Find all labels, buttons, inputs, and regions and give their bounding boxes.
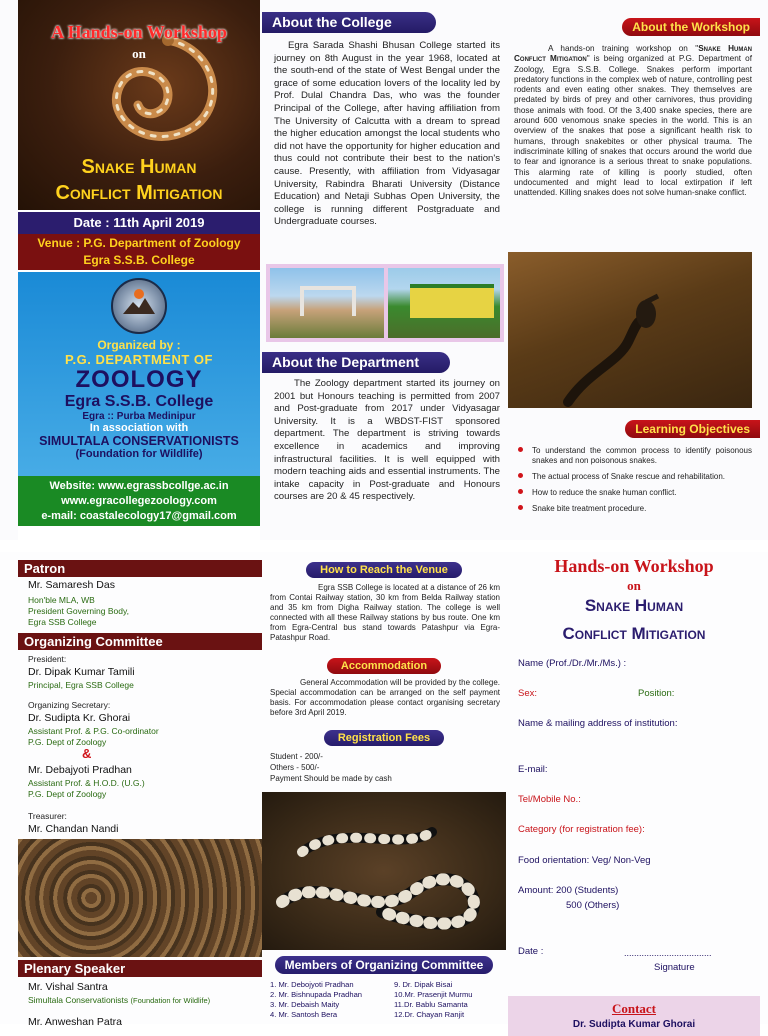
secretary-name: Dr. Sudipta Kr. Ghorai [28, 712, 131, 724]
website-link-1[interactable]: Website: www.egrassbcollge.ac.in [49, 480, 229, 492]
speaker1-role-main: Simultala Conservationists [28, 995, 129, 1005]
patron-name: Mr. Samaresh Das [28, 579, 115, 591]
college-emblem [111, 278, 167, 334]
college-building-photo [388, 268, 500, 338]
krait-illustration [262, 792, 506, 950]
secretary2-role1: Assistant Prof. & H.O.D. (U.G.) [28, 778, 145, 788]
email-link[interactable]: e-mail: coastalecology17@gmail.com [41, 510, 237, 522]
form-sex-field[interactable]: Sex: [518, 688, 538, 699]
patron-line2: President Governing Body, [28, 606, 129, 616]
about-workshop-heading: About the Workshop [622, 18, 760, 36]
form-name-field[interactable]: Name (Prof./Dr./Mr./Ms.) : [518, 658, 627, 669]
about-college-heading: About the College [262, 12, 436, 33]
college-gate-photo [270, 268, 384, 338]
member-item: 9. Dr. Dipak Bisai [394, 980, 453, 989]
secretary-role1: Assistant Prof. & P.G. Co-ordinator [28, 726, 159, 736]
members-heading: Members of Organizing Committee [275, 956, 494, 974]
fees-line2: Others - 500/- [270, 763, 320, 772]
college-name: Egra S.S.B. College [64, 393, 214, 410]
form-amount-field[interactable]: Amount: 200 (Students) [518, 885, 619, 896]
objective-item: Snake bite treatment procedure. [516, 504, 752, 514]
contact-box [508, 996, 760, 1036]
speaker1-name: Mr. Vishal Santra [28, 981, 108, 993]
president-label: President: [28, 654, 67, 664]
form-date-field[interactable]: Date : [518, 946, 544, 957]
form-signature-label: Signature [654, 962, 695, 973]
dept-line2: ZOOLOGY [75, 366, 203, 393]
committee-panel [18, 552, 262, 1028]
organizing-heading: Organizing Committee [18, 633, 262, 650]
dept-line1: P.G. DEPARTMENT OF [65, 352, 213, 367]
president-name: Dr. Dipak Kumar Tamili [28, 666, 135, 678]
accommodation-heading: Accommodation [327, 658, 441, 674]
cover-subject-line1: Snake Human [81, 156, 197, 178]
viper-photo [18, 839, 262, 957]
cover-venue [18, 234, 260, 270]
patron-line3: Egra SSB College [28, 617, 97, 627]
association-label: In association with [89, 422, 189, 434]
member-item: 10.Mr. Prasenjit Murmu [394, 990, 473, 999]
workshop-text-title: Snake Human Conflict Mitigation [514, 44, 752, 64]
form-food-field[interactable]: Food orientation: Veg/ Non-Veg [518, 855, 651, 866]
cover-photo [18, 0, 260, 210]
member-item: 2. Mr. Bishnupada Pradhan [270, 990, 363, 999]
form-title-on: on [627, 578, 641, 593]
form-signature-line: ................................... [624, 948, 712, 958]
speaker1-role [28, 995, 210, 1005]
form-title: Hands-on Workshop [554, 556, 714, 576]
college-place: Egra :: Purba Medinipur [82, 411, 196, 422]
patron-heading: Patron [18, 560, 262, 577]
fees-heading: Registration Fees [324, 730, 444, 746]
form-category-field[interactable]: Category (for registration fee): [518, 824, 645, 835]
website-link-2[interactable]: www.egracollegezoology.com [61, 495, 217, 507]
member-item: 11.Dr. Bablu Samanta [394, 1000, 468, 1009]
plenary-heading: Plenary Speaker [18, 960, 262, 977]
accommodation-text: General Accommodation will be provided by the college. Special accommodation can be arranged on the self payment basis. For accommodation please contact organising secretary before 3rd April 2019. [270, 678, 500, 717]
workshop-text-pre: A hands-on training workshop on " [548, 44, 699, 53]
secretary-label: Organizing Secretary: [28, 700, 111, 710]
cobra-photo [508, 252, 752, 408]
registration-panel [508, 552, 760, 1030]
patron-line1: Hon'ble MLA, WB [28, 595, 95, 605]
cover-panel [18, 0, 260, 540]
form-subject-line2: Conflict Mitigation [562, 624, 706, 643]
partner-sub: (Foundation for Wildlife) [75, 448, 203, 460]
treasurer-name: Mr. Chandan Nandi [28, 823, 119, 835]
form-subject-line1: Snake Human [584, 596, 684, 615]
form-position-field[interactable]: Position: [638, 688, 675, 699]
cover-title: A Hands-on Workshop [51, 22, 227, 42]
brochure-inside [0, 552, 768, 1030]
workshop-panel [508, 0, 760, 540]
form-email-field[interactable]: E-mail: [518, 764, 548, 775]
contact-strip [18, 476, 260, 526]
member-item: 12.Dr. Chayan Ranjit [394, 1010, 465, 1019]
form-tel-field[interactable]: Tel/Mobile No.: [518, 794, 581, 805]
members-left [270, 980, 390, 1020]
organized-by-label: Organized by : [97, 338, 181, 352]
workshop-text-post: " is being organized at P.G. Department of Zoology, Egra S.S.B. College. Snakes perform important predatory functions in the complex web of nature, controlling pest rodents and even eating other snakes. They themselves are predated by birds of prey and other carnivores, thus providing those animals with food. Of the 3,400 snake species, there are around 600 venomous snake species in the world. This is an overview of the snakes that pose a significant health risk to humans, through snakebites or other physical trauma. The indiscriminate killing of snakes that occurs around the world due to fear and ignorance is a serious threat to snake populations. This alarming rate of killing is poorly studied, often undocumented and might lead to local extirpation if left unattended. Killing snakes does not solve human-snake conflict. [514, 54, 752, 198]
objective-item: How to reduce the snake human conflict. [516, 488, 752, 498]
cover-subject-line2: Conflict Mitigation [55, 182, 223, 204]
contact-name: Dr. Sudipta Kumar Ghorai [572, 1019, 696, 1030]
speaker2-name: Mr. Anweshan Patra [28, 1016, 122, 1028]
cover-venue-line2: Egra S.S.B. College [83, 253, 195, 267]
objectives-heading: Learning Objectives [625, 420, 760, 438]
objective-item: The actual process of Snake rescue and rehabilitation. [516, 472, 752, 482]
fees-line3: Payment Should be made by cash [270, 774, 392, 783]
venue-text: Egra SSB College is located at a distance of 26 km from Contai Railway station, 30 km from Belda Railway station and 35 km from Digha Railway station. The college is well connected with all these Railway stations by bus route. One km from Egra-Central bus stand towards Patashpur via Egra-Patashpur Road. [270, 583, 500, 642]
president-role: Principal, Egra SSB College [28, 680, 134, 690]
member-item: 3. Mr. Debaish Maity [270, 1000, 340, 1009]
about-college-text: Egra Sarada Shashi Bhusan College started its journey on 8th August in the year 1968, located at the south-end of the state of West Bengal under the grace of some education lovers of the locality led by Prof. Dulal Chandra Das, who was the founder Principal of the College, after having affiliation from The University of Calcutta with a dream to spread the higher education amongst the local students who did not have the opportunity for higher education and thus could not contribute their best to the nation's cause. Presently, with affiliation from Vidyasagar University, Rabindra Bharati University (Distance Education) and Netaji Subhas Open University, the college is running different Postgraduate and Undergraduate courses. [274, 40, 500, 228]
contact-heading: Contact [611, 1001, 657, 1016]
member-item: 1. Mr. Debojyoti Pradhan [270, 980, 354, 989]
about-department-heading: About the Department [262, 352, 450, 373]
cover-title-on: on [132, 46, 146, 61]
secretary-role2: P.G. Dept of Zoology [28, 737, 107, 747]
about-department-text: The Zoology department started its journey on 2001 but Honours teaching is permitted from 2007 and Post-graduate from 2017 under Vidyasagar University. It is a WBDST-FIST sponsored department. The department is striving towards excellence in academics and improving infrastructural facilities. It is well equipped with modern teaching aids and essential instruments. The intake capacity in Post-graduate and Honours courses are 20 & 45 respectively. [274, 378, 500, 503]
partner-name: SIMULTALA CONSERVATIONISTS [39, 434, 239, 448]
objective-item: To understand the common process to identify poisonous snakes and non poisonous snakes. [516, 446, 752, 466]
ampersand: & [82, 746, 92, 761]
fees-line1: Student - 200/- [270, 752, 323, 761]
about-panel [262, 0, 506, 540]
cover-venue-line1: Venue : P.G. Department of Zoology [37, 236, 241, 250]
cover-date: Date : 11th April 2019 [18, 212, 260, 234]
venue-heading: How to Reach the Venue [306, 562, 462, 578]
form-address-field[interactable]: Name & mailing address of institution: [518, 718, 678, 729]
page-separator [0, 540, 768, 552]
form-amount-others: 500 (Others) [566, 900, 620, 911]
treasurer-label: Treasurer: [28, 811, 67, 821]
college-photos [266, 264, 504, 342]
cover-organizer-block [18, 272, 260, 526]
about-workshop-text [514, 44, 752, 198]
members-right [394, 980, 504, 1020]
member-item: 4. Mr. Santosh Bera [270, 1010, 338, 1019]
cobra-illustration [508, 252, 752, 408]
krait-photo [262, 792, 506, 950]
secretary2-name: Mr. Debajyoti Pradhan [28, 764, 132, 776]
info-panel [262, 552, 506, 1024]
secretary2-role2: P.G. Dept of Zoology [28, 789, 107, 799]
speaker1-role-sub: (Foundation for Wildlife) [130, 996, 211, 1005]
objectives-list [516, 446, 752, 520]
